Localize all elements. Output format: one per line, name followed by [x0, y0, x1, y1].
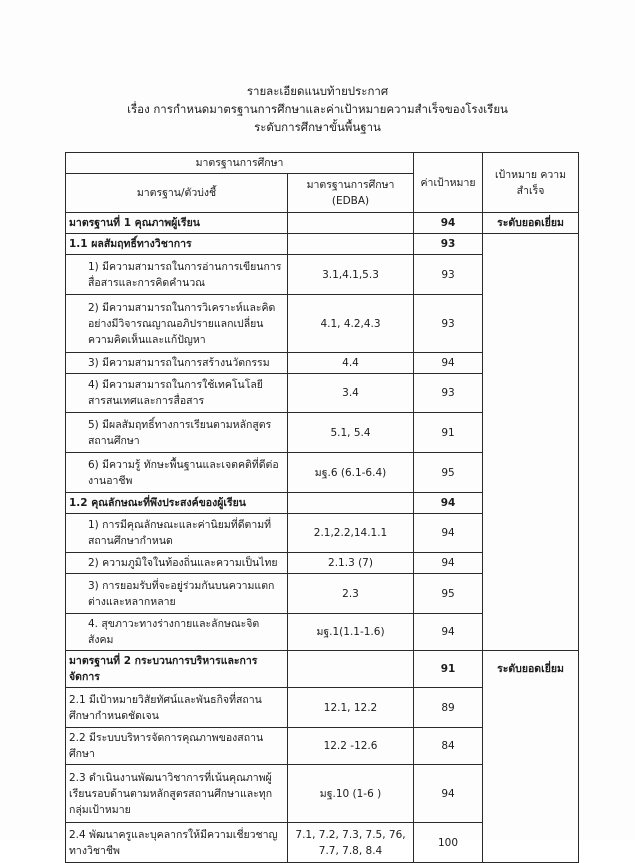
indicator-label: 2) มีความสามารถในการวิเคราะห์และคิดอย่างมีวิจารณญาณอภิปรายแลกเปลี่ยนความคิดเห็นและแก้ปัญหา	[66, 295, 288, 353]
success-cell	[483, 514, 579, 553]
table-row	[66, 493, 579, 514]
target-cell: 94	[414, 353, 483, 374]
edba-cell: 3.4	[288, 374, 414, 413]
table-row	[66, 574, 579, 614]
target-cell: 91	[414, 413, 483, 453]
target-cell: 94	[414, 493, 483, 514]
success-cell	[483, 553, 579, 574]
standard-column-header: มาตรฐาน/ตัวบ่งชี้	[66, 174, 288, 213]
target-cell: 93	[414, 255, 483, 295]
edba-cell: 12.2 -12.6	[288, 728, 414, 765]
target-cell: 95	[414, 453, 483, 493]
success-cell	[483, 353, 579, 374]
target-cell: 94	[414, 765, 483, 823]
edba-column-header: มาตรฐานการศึกษา (EDBA)	[288, 174, 414, 213]
edba-cell	[288, 213, 414, 234]
target-cell: 84	[414, 728, 483, 765]
indicator-label: 2.3 ดำเนินงานพัฒนาวิชาการที่เน้นคุณภาพผู้เรียนรอบด้านตามหลักสูตรสถานศึกษาและทุกกลุ่มเป้าหมาย	[66, 765, 288, 823]
table-row	[66, 295, 579, 353]
success-cell	[483, 614, 579, 651]
indicator-label: 2.2 มีระบบบริหารจัดการคุณภาพของสถานศึกษา	[66, 728, 288, 765]
indicator-label: 4. สุขภาวะทางร่างกายและลักษณะจิตสังคม	[66, 614, 288, 651]
success-cell	[483, 688, 579, 728]
table-row	[66, 553, 579, 574]
success-cell	[483, 493, 579, 514]
edba-cell: 12.1, 12.2	[288, 688, 414, 728]
table-header-row	[66, 153, 579, 174]
indicator-label: 3) การยอมรับที่จะอยู่ร่วมกันบนความแตกต่างและหลากหลาย	[66, 574, 288, 614]
standard-label: มาตรฐานที่ 2 กระบวนการบริหารและการจัดการ	[66, 651, 288, 688]
table-row	[66, 514, 579, 553]
standard-label: 1.1 ผลสัมฤทธิ์ทางวิชาการ	[66, 234, 288, 255]
success-cell: ระดับยอดเยี่ยม	[483, 651, 579, 688]
indicator-label: 4) มีความสามารถในการใช้เทคโนโลยีสารสนเทศและการสื่อสาร	[66, 374, 288, 413]
edba-cell	[288, 234, 414, 255]
table-row	[66, 234, 579, 255]
success-cell	[483, 453, 579, 493]
edba-cell: 2.3	[288, 574, 414, 614]
indicator-label: 2) ความภูมิใจในท้องถิ่นและความเป็นไทย	[66, 553, 288, 574]
header-level: ระดับการศึกษาขั้นพื้นฐาน	[254, 120, 381, 134]
success-cell	[483, 295, 579, 353]
edba-cell: 7.1, 7.2, 7.3, 7.5, 76, 7.7, 7.8, 8.4	[288, 823, 414, 863]
success-cell	[483, 374, 579, 413]
success-cell	[483, 765, 579, 823]
edba-cell: 2.1,2.2,14.1.1	[288, 514, 414, 553]
edba-cell	[288, 651, 414, 688]
target-cell: 95	[414, 574, 483, 614]
target-cell: 91	[414, 651, 483, 688]
edba-cell: มฐ.1(1.1-1.6)	[288, 614, 414, 651]
indicator-label: 5) มีผลสัมฤทธิ์ทางการเรียนตามหลักสูตรสถานศึกษา	[66, 413, 288, 453]
target-cell: 93	[414, 295, 483, 353]
table-row	[66, 353, 579, 374]
standard-label: มาตรฐานที่ 1 คุณภาพผู้เรียน	[66, 213, 288, 234]
edba-cell: มฐ.10 (1-6 )	[288, 765, 414, 823]
indicator-label: 1) การมีคุณลักษณะและค่านิยมที่ดีตามที่สถานศึกษากำหนด	[66, 514, 288, 553]
table-row	[66, 823, 579, 863]
target-cell: 94	[414, 514, 483, 553]
header-title: รายละเอียดแนบท้ายประกาศ	[246, 84, 389, 98]
edba-cell: 5.1, 5.4	[288, 413, 414, 453]
target-cell: 94	[414, 614, 483, 651]
document-header	[0, 82, 635, 136]
success-cell	[483, 255, 579, 295]
success-cell	[483, 574, 579, 614]
target-cell: 94	[414, 213, 483, 234]
table-row	[66, 614, 579, 651]
table-row	[66, 374, 579, 413]
success-cell	[483, 234, 579, 255]
success-cell: ระดับยอดเยี่ยม	[483, 213, 579, 234]
success-cell	[483, 413, 579, 453]
table-row	[66, 453, 579, 493]
table-row	[66, 688, 579, 728]
target-cell: 89	[414, 688, 483, 728]
header-subject: เรื่อง การกำหนดมาตรฐานการศึกษาและค่าเป้าหมายความสำเร็จของโรงเรียน	[127, 102, 508, 116]
success-cell	[483, 823, 579, 863]
column-group-header: มาตรฐานการศึกษา	[66, 153, 414, 174]
edba-cell: มฐ.6 (6.1-6.4)	[288, 453, 414, 493]
table-row	[66, 413, 579, 453]
table-row	[66, 213, 579, 234]
target-cell: 100	[414, 823, 483, 863]
standards-table	[65, 152, 579, 863]
edba-cell	[288, 493, 414, 514]
table-row	[66, 255, 579, 295]
target-cell: 94	[414, 553, 483, 574]
target-cell: 93	[414, 234, 483, 255]
edba-cell: 3.1,4.1,5.3	[288, 255, 414, 295]
edba-cell: 4.4	[288, 353, 414, 374]
target-column-header: ค่าเป้าหมาย	[414, 153, 483, 213]
target-cell: 93	[414, 374, 483, 413]
standard-label: 1.2 คุณลักษณะที่พึงประสงค์ของผู้เรียน	[66, 493, 288, 514]
indicator-label: 2.1 มีเป้าหมายวิสัยทัศน์และพันธกิจที่สถานศึกษากำหนดชัดเจน	[66, 688, 288, 728]
table-row	[66, 728, 579, 765]
table-row	[66, 765, 579, 823]
edba-cell: 4.1, 4.2,4.3	[288, 295, 414, 353]
success-column-header: เป้าหมาย ความสำเร็จ	[483, 153, 579, 213]
edba-cell: 2.1.3 (7)	[288, 553, 414, 574]
indicator-label: 2.4 พัฒนาครูและบุคลากรให้มีความเชี่ยวชาญทางวิชาชีพ	[66, 823, 288, 863]
indicator-label: 6) มีความรู้ ทักษะพื้นฐานและเจตคติที่ดีต่องานอาชีพ	[66, 453, 288, 493]
success-cell	[483, 728, 579, 765]
indicator-label: 1) มีความสามารถในการอ่านการเขียนการสื่อสารและการคิดคำนวณ	[66, 255, 288, 295]
table-row	[66, 651, 579, 688]
indicator-label: 3) มีความสามารถในการสร้างนวัตกรรม	[66, 353, 288, 374]
